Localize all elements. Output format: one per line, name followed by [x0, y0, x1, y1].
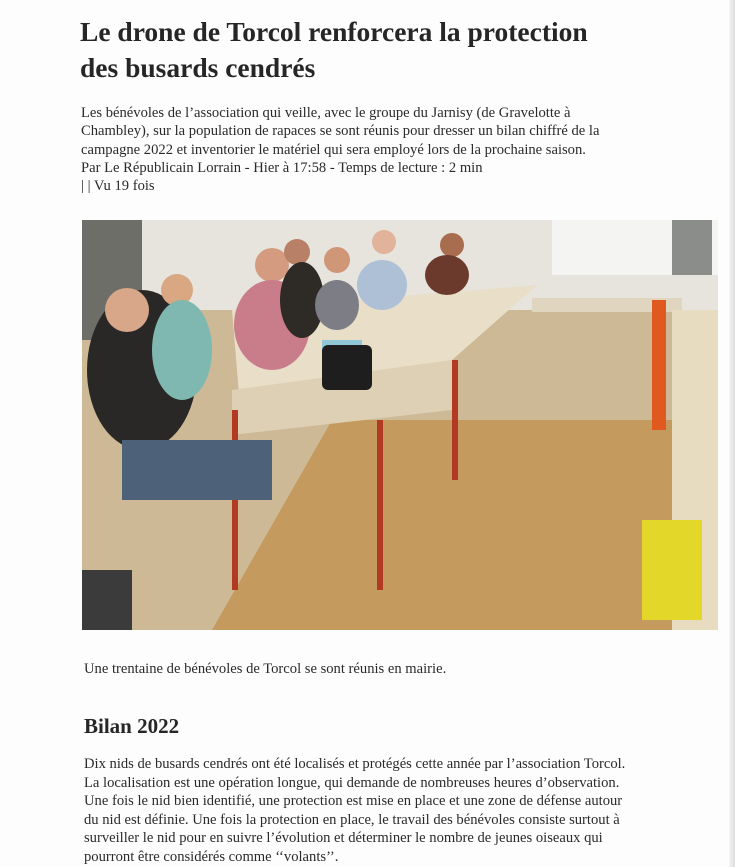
body-line: du nid est définie. Une fois la protection en place, le travail des bénévoles consiste surtout à: [84, 811, 620, 828]
body-line: pourront être considérés comme ‘‘volants’’.: [84, 848, 339, 865]
body-line: Une fois le nid bien identifié, une protection est mise en place et une zone de défense autour: [84, 793, 623, 809]
byline: Par Le Républicain Lorrain - Hier à 17:58 - Temps de lecture : 2 min: [81, 159, 483, 176]
lede-line: Chambley), sur la population de rapaces se sont réunis pour dresser un bilan chiffré de la: [81, 123, 600, 140]
body-line: Dix nids de busards cendrés ont été localisés et protégés cette année par l’association Torcol.: [84, 756, 626, 772]
body-line: surveiller le nid pour en suivre l’évolution et déterminer le nombre de jeunes oiseaux qui: [84, 830, 603, 846]
meeting-photo-illustration: [82, 220, 718, 630]
title-line: Le drone de Torcol renforcera la protection: [80, 16, 588, 47]
section-body: [84, 755, 625, 866]
article-title: [80, 14, 588, 86]
lede-line: campagne 2022 et inventorier le matériel qui sera employé lors de la prochaine saison.: [81, 141, 586, 158]
body-line: La localisation est une opération longue, qui demande de nombreuses heures d’observation.: [84, 774, 620, 791]
photo-caption: Une trentaine de bénévoles de Torcol se sont réunis en mairie.: [84, 661, 447, 677]
scan-edge: [729, 0, 735, 867]
article-photo: [82, 220, 718, 630]
view-count: | | Vu 19 fois: [81, 178, 155, 195]
title-line: des busards cendrés: [80, 52, 316, 83]
article-lede: [81, 104, 599, 195]
section-heading: Bilan 2022: [84, 714, 180, 738]
lede-line: Les bénévoles de l’association qui veille, avec le groupe du Jarnisy (de Gravelotte à: [81, 105, 571, 121]
